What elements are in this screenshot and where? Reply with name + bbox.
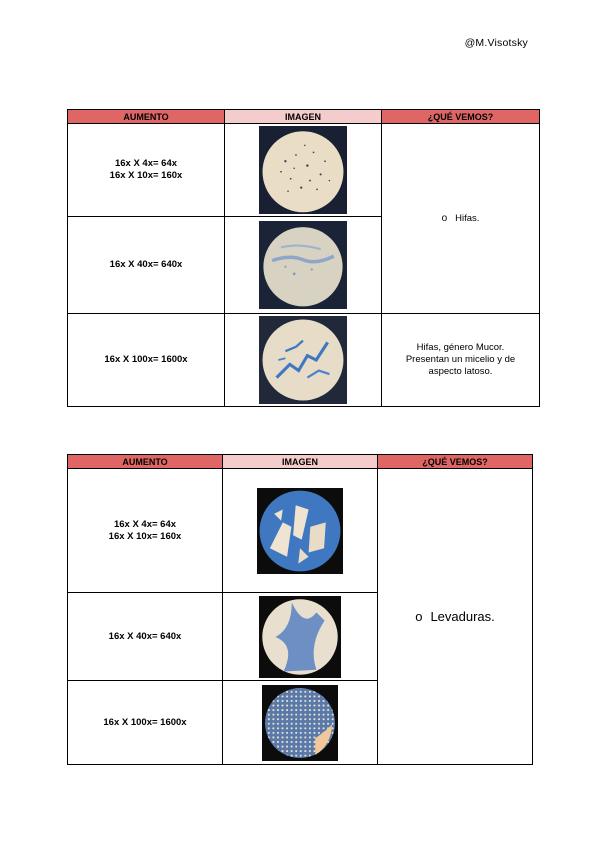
magnification-text: 16x X 40x= 640x [108, 630, 182, 642]
magnification-text: 16x X 100x= 1600x [104, 354, 188, 365]
header-magnification: AUMENTO [68, 455, 223, 469]
image-cell [225, 124, 382, 217]
magnification-text: 16x X 10x= 160x [108, 530, 182, 542]
magnification-cell [68, 469, 223, 593]
table-row [68, 469, 533, 593]
observation-cell [382, 314, 540, 407]
table-row [68, 124, 540, 217]
header-image: IMAGEN [223, 455, 378, 469]
magnification-text: 16x X 100x= 1600x [103, 716, 187, 728]
header-observation: ¿QUÉ VEMOS? [382, 110, 540, 124]
image-cell [225, 314, 382, 407]
micrograph-image [257, 484, 343, 578]
header-observation: ¿QUÉ VEMOS? [378, 455, 533, 469]
author-credit: @M.Visotsky [464, 37, 528, 49]
micrograph-image [259, 220, 347, 310]
observation-cell [382, 124, 540, 314]
magnification-cell [68, 314, 225, 407]
header-image: IMAGEN [225, 110, 382, 124]
observation-paragraph [382, 342, 539, 378]
image-cell [223, 593, 378, 681]
image-cell [223, 469, 378, 593]
observation-line: Presentan un micelio y de [405, 354, 516, 365]
micrograph-image [257, 596, 343, 678]
observation-list-item [382, 213, 539, 224]
observation-line: Hifas, género Mucor. [416, 342, 505, 353]
micrograph-image [262, 684, 338, 762]
header-magnification: AUMENTO [68, 110, 225, 124]
observation-line: aspecto latoso. [428, 366, 493, 377]
observation-cell [378, 469, 533, 765]
magnification-text: 16x X 4x= 64x [114, 158, 178, 169]
observation-table-levaduras [67, 454, 533, 765]
bullet-marker: o [441, 213, 448, 224]
bullet-marker: o [415, 609, 423, 624]
table-header-row [68, 455, 533, 469]
magnification-cell [68, 217, 225, 314]
magnification-text: 16x X 10x= 160x [109, 170, 183, 181]
micrograph-image [259, 316, 347, 404]
table-row [68, 314, 540, 407]
magnification-cell [68, 681, 223, 765]
micrograph-image [259, 126, 347, 214]
table-header-row [68, 110, 540, 124]
observation-text: Levaduras. [430, 609, 495, 624]
magnification-cell [68, 124, 225, 217]
observation-list-item [378, 609, 532, 624]
image-cell [225, 217, 382, 314]
image-cell [223, 681, 378, 765]
magnification-text: 16x X 40x= 640x [109, 259, 183, 270]
magnification-cell [68, 593, 223, 681]
observation-text: Hifas. [455, 213, 480, 224]
observation-table-hifas [67, 109, 540, 407]
magnification-text: 16x X 4x= 64x [113, 518, 177, 530]
